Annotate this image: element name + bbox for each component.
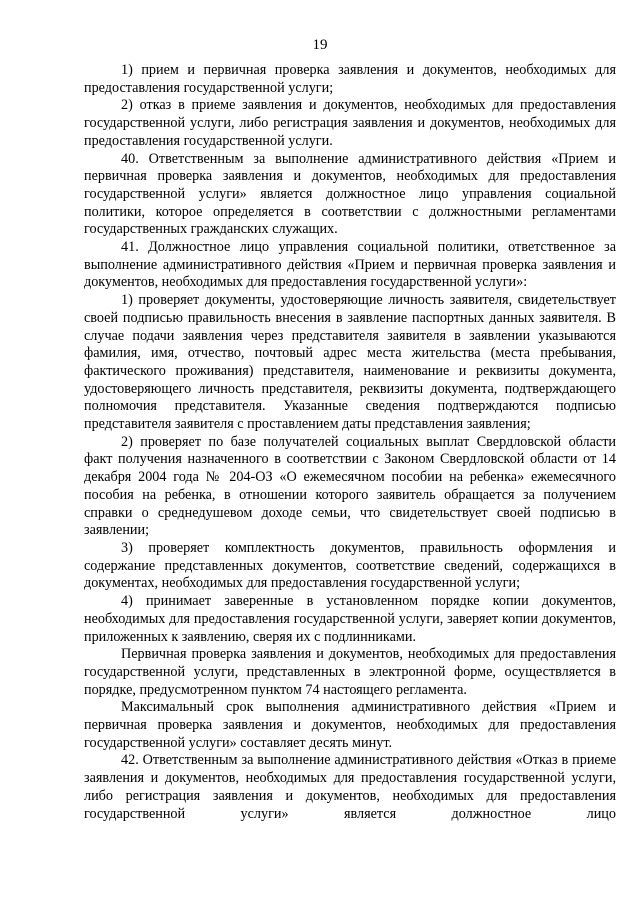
page-number: 19 — [312, 37, 328, 53]
paragraph-electronic-check: Первичная проверка заявления и документов, необходимых для предоставления государственной услуги, представленных в электронной форме, осуществляется в порядке, предусмотренном пунктом 74 настоящего регламента. — [84, 646, 616, 698]
paragraph-clause-42: 42. Ответственным за выполнение административного действия «Отказ в приеме заявления и документов, необходимых для предоставления государственной услуги, либо регистрация заявления и документов, необходимых для предоставления государственной услуги» является должностное лицо — [84, 752, 616, 822]
paragraph-clause-41: 41. Должностное лицо управления социальной политики, ответственное за выполнение административного действия «Прием и первичная проверка заявления и документов, необходимых для предоставления государственной услуги»: — [84, 239, 616, 291]
paragraph-clause-41-item-4: 4) принимает заверенные в установленном порядке копии документов, необходимых для предоставления государственной услуги, заверяет копии документов, приложенных к заявлению, сверяя их с подлинниками. — [84, 593, 616, 645]
document-body — [84, 62, 616, 823]
paragraph-clause-40: 40. Ответственным за выполнение административного действия «Прием и первичная проверка заявления и документов, необходимых для предоставления государственной услуги» является должностное лицо управления социальной политики, которое определяется в соответствии с должностными регламентами государственных гражданских служащих. — [84, 150, 616, 238]
paragraph-item-2: 2) отказ в приеме заявления и документов, необходимых для предоставления государственной услуги, либо регистрация заявления и документов, необходимых для предоставления государственной услуги. — [84, 97, 616, 149]
paragraph-max-duration: Максимальный срок выполнения административного действия «Прием и первичная проверка заявления и документов, необходимых для предоставления государственной услуги» составляет десять минут. — [84, 699, 616, 751]
paragraph-clause-41-item-3: 3) проверяет комплектность документов, правильность оформления и содержание представленных документов, соответствие сведений, содержащихся в документах, необходимых для предоставления государственной услуги; — [84, 539, 616, 592]
paragraph-clause-41-item-1: 1) проверяет документы, удостоверяющие личность заявителя, свидетельствует своей подписью правильность внесения в заявление паспортных данных заявителя. В случае подачи заявления через представителя заявителя в заявлении указываются фамилия, имя, отчество, почтовый адрес места жительства (места пребывания, фактического проживания) представителя, наименование и реквизиты документа, удостоверяющего личность представителя, реквизиты документа, подтверждающего полномочия представителя. Указанные сведения подтверждаются подписью представителя заявителя с проставлением даты представления заявления; — [84, 292, 616, 433]
paragraph-item-1: 1) прием и первичная проверка заявления и документов, необходимых для предоставления государственной услуги; — [84, 62, 616, 96]
paragraph-clause-41-item-2: 2) проверяет по базе получателей социальных выплат Свердловской области факт получения назначенного в соответствии с Законом Свердловской области от 14 декабря 2004 года № 204-ОЗ «О ежемесячном пособии на ребенка» ежемесячного пособия на ребенка, в отношении которого заявитель обращается за получением справки о среднедушевом доходе семьи, что свидетельствует своей подписью в заявлении; — [84, 433, 616, 539]
